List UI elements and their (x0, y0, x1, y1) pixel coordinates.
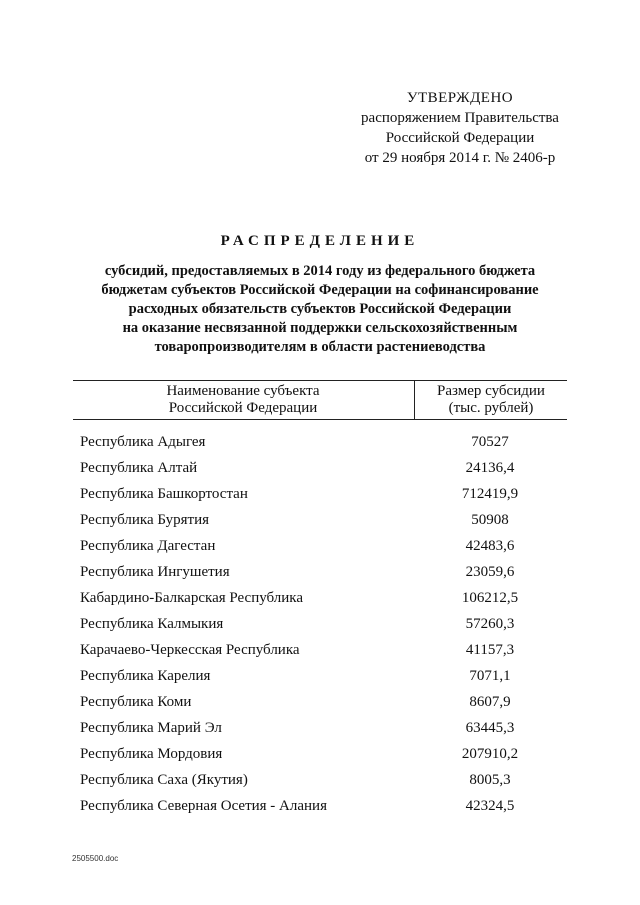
region-name: Республика Коми (80, 694, 192, 710)
header-amount-line-1: Размер субсидии (437, 383, 545, 399)
subsidy-value: 41157,3 (465, 642, 515, 658)
document-title: РАСПРЕДЕЛЕНИЕ (220, 233, 420, 249)
table-row (80, 614, 560, 640)
header-region-name (73, 383, 413, 417)
subtitle-line: субсидий, предоставляемых в 2014 году из федерального бюджета (104, 263, 536, 279)
table-row (80, 588, 560, 614)
table-row (80, 666, 560, 692)
table-row (80, 744, 560, 770)
subtitle-line: товаропроизводителям в области растениеводства (154, 339, 486, 355)
approval-line-1: распоряжением Правительства (361, 110, 559, 126)
subsidy-value: 7071,1 (469, 668, 511, 684)
region-name: Республика Ингушетия (80, 564, 230, 580)
table-row (80, 458, 560, 484)
region-name: Республика Дагестан (80, 538, 216, 554)
footer-filename: 2505500.doc (72, 854, 119, 863)
subsidy-value: 23059,6 (465, 564, 515, 580)
region-name: Республика Карелия (80, 668, 211, 684)
subsidy-value: 24136,4 (465, 460, 515, 476)
table-row (80, 432, 560, 458)
header-amount-line-2: (тыс. рублей) (448, 400, 534, 416)
table-row (80, 484, 560, 510)
region-name: Республика Марий Эл (80, 720, 222, 736)
table-row (80, 770, 560, 796)
table-row (80, 718, 560, 744)
subsidy-value: 207910,2 (461, 746, 519, 762)
subsidy-value: 42483,6 (465, 538, 515, 554)
subsidy-value: 50908 (471, 512, 509, 528)
region-name: Республика Алтай (80, 460, 198, 476)
subsidy-value: 42324,5 (465, 798, 515, 814)
region-name: Республика Калмыкия (80, 616, 224, 632)
table-row (80, 510, 560, 536)
region-name: Республика Бурятия (80, 512, 210, 528)
approval-line-2: Российской Федерации (385, 130, 535, 146)
region-name: Кабардино-Балкарская Республика (80, 590, 304, 606)
subsidy-value: 8005,3 (469, 772, 511, 788)
subsidy-value: 712419,9 (461, 486, 519, 502)
subtitle-line: на оказание несвязанной поддержки сельскохозяйственным (122, 320, 518, 336)
header-region-line-1: Наименование субъекта (166, 383, 320, 399)
approval-title: УТВЕРЖДЕНО (406, 90, 514, 106)
subsidy-value: 106212,5 (461, 590, 519, 606)
subtitle-line: расходных обязательств субъектов Российской Федерации (128, 301, 512, 317)
approval-block (330, 88, 590, 168)
region-name: Республика Адыгея (80, 434, 206, 450)
approval-line-3: от 29 ноября 2014 г. № 2406-р (364, 150, 556, 166)
subsidy-value: 70527 (471, 434, 509, 450)
subtitle-line: бюджетам субъектов Российской Федерации на софинансирование (101, 282, 539, 298)
table-row (80, 562, 560, 588)
table-body (80, 432, 560, 822)
table-row (80, 692, 560, 718)
table-row (80, 796, 560, 822)
region-name: Карачаево-Черкесская Республика (80, 642, 300, 658)
document-subtitle (40, 262, 600, 357)
header-subsidy-amount (415, 383, 567, 417)
region-name: Республика Мордовия (80, 746, 223, 762)
table-header (73, 380, 567, 420)
subsidy-value: 63445,3 (465, 720, 515, 736)
subsidy-value: 8607,9 (469, 694, 511, 710)
header-region-line-2: Российской Федерации (168, 400, 318, 416)
region-name: Республика Саха (Якутия) (80, 772, 248, 788)
table-row (80, 536, 560, 562)
subsidy-value: 57260,3 (465, 616, 515, 632)
table-row (80, 640, 560, 666)
region-name: Республика Северная Осетия - Алания (80, 798, 327, 814)
region-name: Республика Башкортостан (80, 486, 248, 502)
